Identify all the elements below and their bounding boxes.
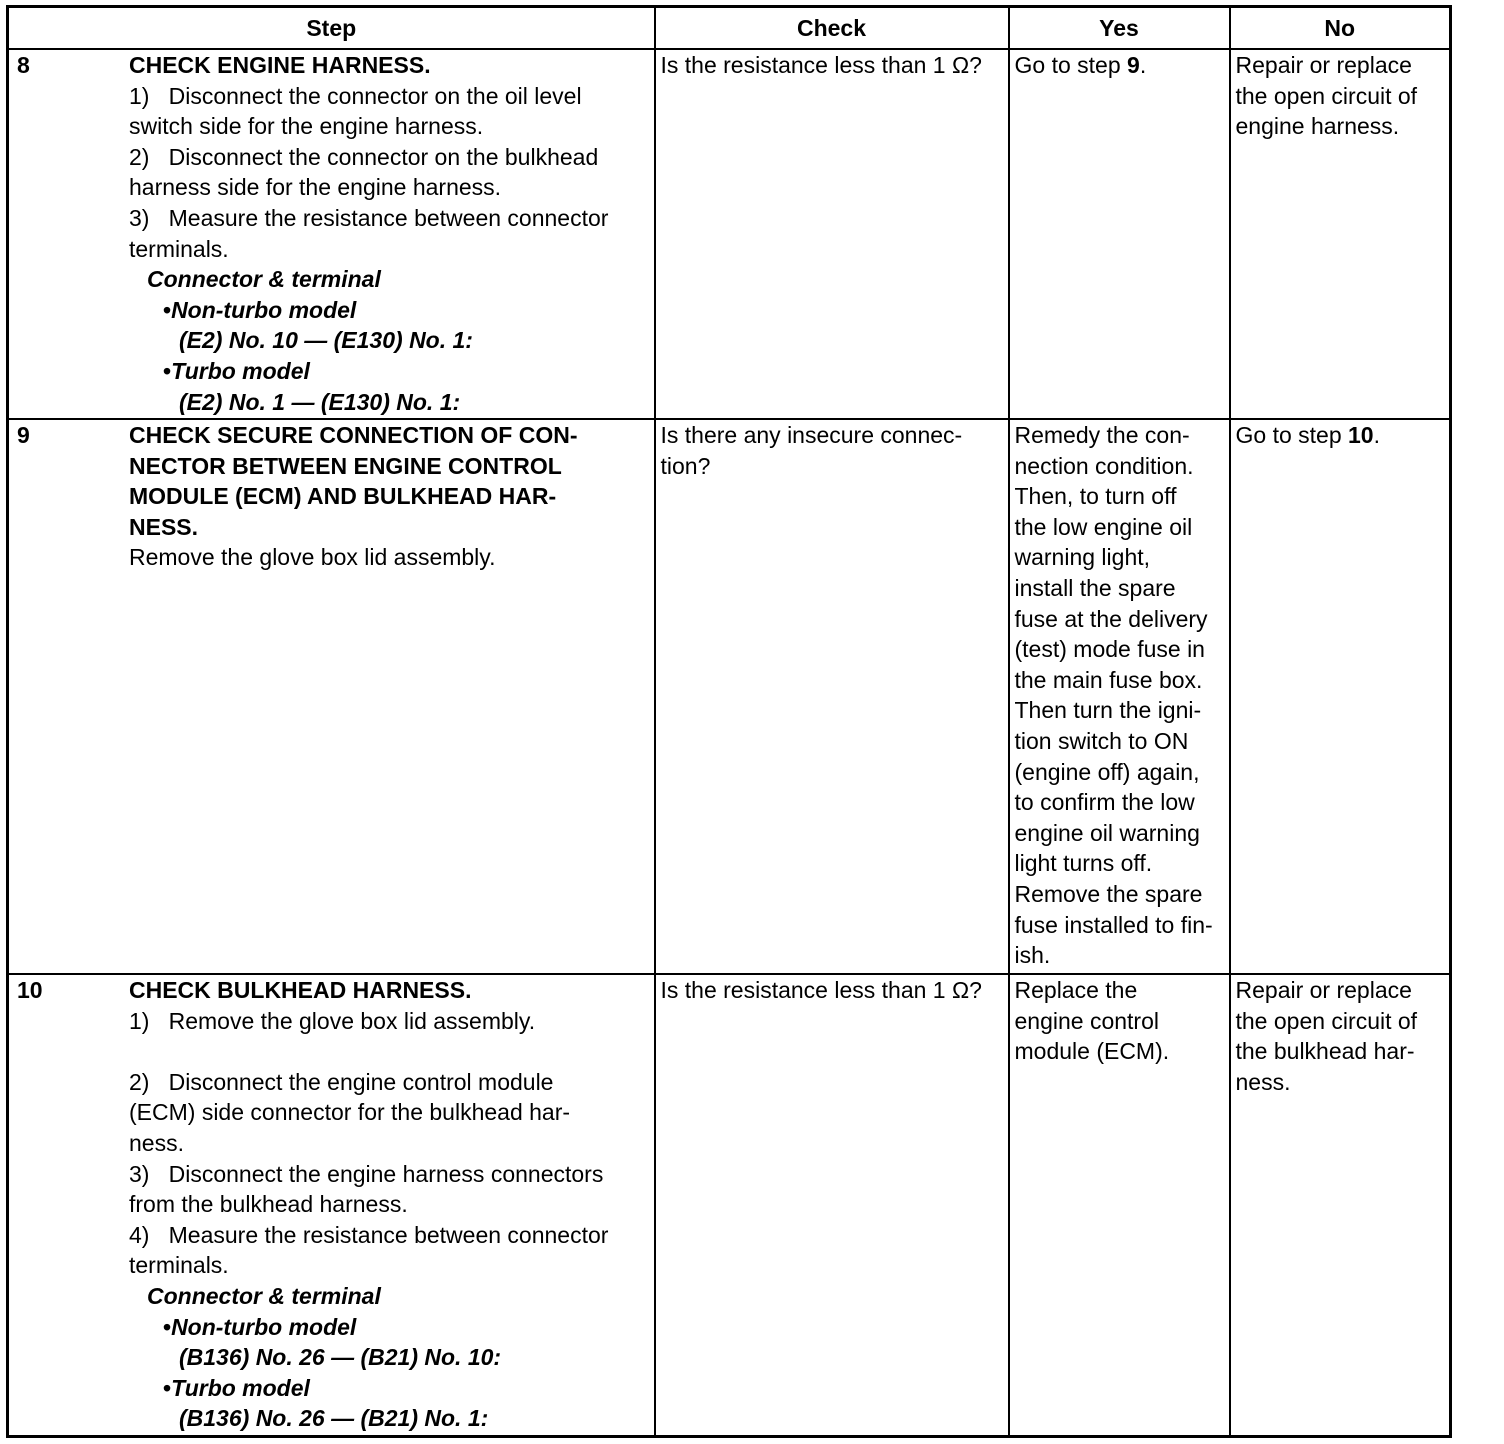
check-cell: Is the resistance less than 1 Ω? — [655, 974, 1009, 1437]
step-body — [129, 420, 649, 573]
step-line: switch side for the engine harness. — [129, 113, 484, 140]
model-bullet: •Turbo model — [163, 1374, 310, 1401]
model-bullet: •Turbo model — [163, 357, 310, 384]
step-line: terminals. — [129, 1252, 229, 1279]
step-line: 1) Disconnect the connector on the oil level — [129, 82, 582, 109]
step-title: MODULE (ECM) AND BULKHEAD HAR- — [129, 483, 557, 510]
diagnosis-table — [6, 5, 1452, 1438]
step-cell — [8, 419, 655, 974]
yes-cell: Remedy the con- nection condition. Then, to turn off the low engine oil warning light, install the spare fuse at the delivery (test) mode fuse in the main fuse box. Then turn the igni- tion switch to ON (engine off) again, to confirm the low engine oil warning light turns off. Remove the spare fuse installed to fin- ish. — [1009, 419, 1230, 974]
step-line: Remove the glove box lid assembly. — [129, 544, 496, 571]
step-line: 2) Disconnect the connector on the bulkhead — [129, 143, 599, 170]
connector-terminal-label: Connector & terminal — [147, 266, 381, 293]
model-name: Turbo model — [171, 1374, 310, 1401]
yes-cell: Replace the engine control module (ECM). — [1009, 974, 1230, 1437]
step-title: NECTOR BETWEEN ENGINE CONTROL — [129, 452, 562, 479]
step-line: ness. — [129, 1129, 184, 1156]
step-cell — [8, 974, 655, 1437]
no-cell: Repair or replace the open circuit of the bulkhead har- ness. — [1230, 974, 1451, 1437]
step-line: (ECM) side connector for the bulkhead har- — [129, 1099, 571, 1126]
step-line: harness side for the engine harness. — [129, 174, 502, 201]
step-body — [129, 975, 649, 1434]
table-row — [8, 419, 1451, 974]
model-bullet: •Non-turbo model — [163, 1313, 357, 1340]
model-name: Non-turbo model — [171, 1313, 357, 1340]
check-cell: Is the resistance less than 1 Ω? — [655, 49, 1009, 419]
step-title: CHECK ENGINE HARNESS. — [129, 52, 431, 78]
header-row — [8, 7, 1451, 50]
header-yes: Yes — [1009, 7, 1230, 50]
header-step: Step — [8, 7, 655, 50]
header-no: No — [1230, 7, 1451, 50]
step-line: terminals. — [129, 235, 229, 262]
step-number: 10 — [17, 977, 43, 1003]
step-line: 3) Disconnect the engine harness connectors — [129, 1160, 604, 1187]
step-cell — [8, 49, 655, 419]
step-line: 3) Measure the resistance between connector — [129, 204, 609, 231]
model-name: Turbo model — [171, 357, 310, 384]
step-line: 2) Disconnect the engine control module — [129, 1068, 554, 1095]
terminal-spec: (E2) No. 10 — (E130) No. 1: — [179, 327, 473, 354]
step-number: 9 — [17, 422, 30, 448]
table-row — [8, 974, 1451, 1437]
connector-terminal-label: Connector & terminal — [147, 1282, 381, 1309]
step-reference: 10 — [1348, 422, 1374, 448]
step-reference: 9 — [1127, 52, 1140, 78]
step-line: 1) Remove the glove box lid assembly. — [129, 1007, 536, 1034]
step-number: 8 — [17, 52, 30, 78]
step-title: CHECK SECURE CONNECTION OF CON- — [129, 422, 578, 448]
step-title: NESS. — [129, 513, 199, 540]
terminal-spec: (B136) No. 26 — (B21) No. 10: — [179, 1344, 502, 1371]
table-row — [8, 49, 1451, 419]
no-cell: Go to step 10. — [1230, 419, 1451, 974]
no-cell: Repair or replace the open circuit of engine harness. — [1230, 49, 1451, 419]
step-line: from the bulkhead harness. — [129, 1191, 408, 1218]
model-bullet: •Non-turbo model — [163, 296, 357, 323]
step-title: CHECK BULKHEAD HARNESS. — [129, 977, 472, 1003]
step-body — [129, 50, 649, 417]
step-line: 4) Measure the resistance between connector — [129, 1221, 609, 1248]
check-cell: Is there any insecure connec- tion? — [655, 419, 1009, 974]
terminal-spec: (B136) No. 26 — (B21) No. 1: — [179, 1405, 489, 1432]
terminal-spec: (E2) No. 1 — (E130) No. 1: — [179, 388, 461, 415]
model-name: Non-turbo model — [171, 296, 357, 323]
header-check: Check — [655, 7, 1009, 50]
yes-cell: Go to step 9. — [1009, 49, 1230, 419]
